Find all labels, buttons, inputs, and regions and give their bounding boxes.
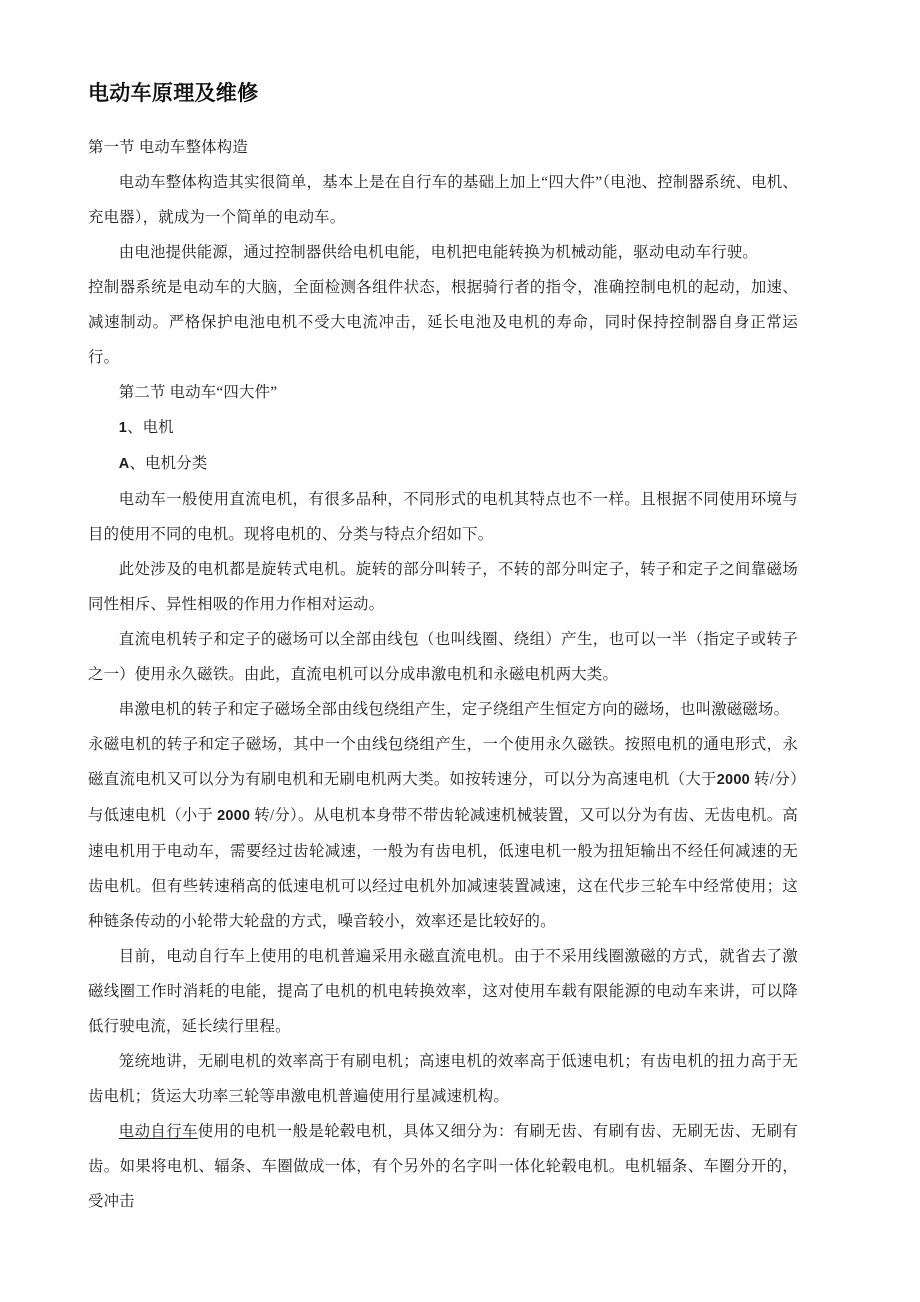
item-1-motor-lead: 1 <box>118 420 128 436</box>
para-magnetic-field: 直流电机转子和定子的磁场可以全部由线包（也叫线圈、绕组）产生，也可以一半（指定子或转子之一）使用永久磁铁。由此，直流电机可以分成串激电机和永磁电机两大类。 <box>88 631 798 683</box>
rpm-high-value: 2000 <box>716 772 750 788</box>
para-dc-motor-types: 电动车一般使用直流电机，有很多品种，不同形式的电机其特点也不一样。且根据不同使用环境与目的使用不同的电机。现将电机的、分类与特点介绍如下。 <box>88 491 798 543</box>
item-1-motor-label: 、电机 <box>127 419 174 436</box>
permanent-magnet-text-after: 转/分）。从电机本身带不带齿轮减速机械装置，又可以分为有齿、无齿电机。高速电机用于电动车，需要经过齿轮减速，一般为有齿电机，低速电机一般为扭矩输出不经任何减速的无齿电机。但有些转速稍高的低速电机可以经过电机外加减速装置减速，这在代步三轮车中经常使用；这种链条传动的小轮带大轮盘的方式，噪音较小，效率还是比较好的。 <box>88 807 798 930</box>
item-a-motor-lead: A <box>118 456 130 472</box>
para-controller-brain: 控制器系统是电动车的大脑，全面检测各组件状态，根据骑行者的指令，准确控制电机的起动，加速、减速制动。严格保护电池电机不受大电流冲击，延长电池及电机的寿命，同时保持控制器自身正常运行。 <box>88 279 798 366</box>
permanent-magnet-text-middle: 转/分）与低速电机（小于 <box>88 771 798 824</box>
rpm-low-value: 2000 <box>217 808 251 824</box>
item-a-motor-label: 、电机分类 <box>129 455 208 472</box>
hub-motor-text: 使用的电机一般是轮毂电机，具体又细分为：有刷无齿、有刷有齿、无刷无齿、无刷有齿。如果将电机、辐条、车圈做成一体，有个另外的名字叫一体化轮毂电机。电机辐条、车圈分开的，受冲击 <box>88 1123 798 1210</box>
section-2-heading: 第二节 电动车“四大件” <box>118 384 278 401</box>
document-content <box>88 78 798 1219</box>
para-current-usage: 目前，电动自行车上使用的电机普遍采用永磁直流电机。由于不采用线圈激磁的方式，就省去了激磁线圈工作时消耗的电能，提高了电机的机电转换效率，这对使用车载有限能源的电动车来讲，可以降低行驶电流，延长续行里程。 <box>88 948 798 1035</box>
para-overall-structure: 电动车整体构造其实很简单，基本上是在自行车的基础上加上“四大件”（电池、控制器系统、电机、充电器），就成为一个简单的电动车。 <box>88 174 798 226</box>
section-1-heading: 第一节 电动车整体构造 <box>88 139 248 156</box>
permanent-magnet-text-before: 永磁电机的转子和定子磁场，其中一个由线包绕组产生，一个使用永久磁铁。按照电机的通电形式，永磁直流电机又可以分为有刷电机和无刷电机两大类。如按转速分，可以分为高速电机（大于 <box>88 736 798 788</box>
para-rotary-motor: 此处涉及的电机都是旋转式电机。旋转的部分叫转子，不转的部分叫定子，转子和定子之间靠磁场同性相斥、异性相吸的作用力作相对运动。 <box>88 561 798 613</box>
page-title: 电动车原理及维修 <box>88 81 259 105</box>
para-series-motor: 串激电机的转子和定子磁场全部由线包绕组产生，定子绕组产生恒定方向的磁场，也叫激磁磁场。 <box>118 701 790 718</box>
para-hub-motor <box>88 1114 798 1219</box>
para-permanent-magnet <box>88 727 798 939</box>
para-battery-power: 由电池提供能源，通过控制器供给电机电能，电机把电能转换为机械动能，驱动电动车行驶。 <box>118 244 759 261</box>
para-efficiency-comparison: 笼统地讲，无刷电机的效率高于有刷电机；高速电机的效率高于低速电机；有齿电机的扭力高于无齿电机；货运大功率三轮等串激电机普遍使用行星减速机构。 <box>88 1053 798 1105</box>
item-a-motor-classification <box>88 446 798 482</box>
item-1-motor <box>88 410 798 446</box>
hub-motor-underlined-term: 电动自行车 <box>118 1123 198 1140</box>
